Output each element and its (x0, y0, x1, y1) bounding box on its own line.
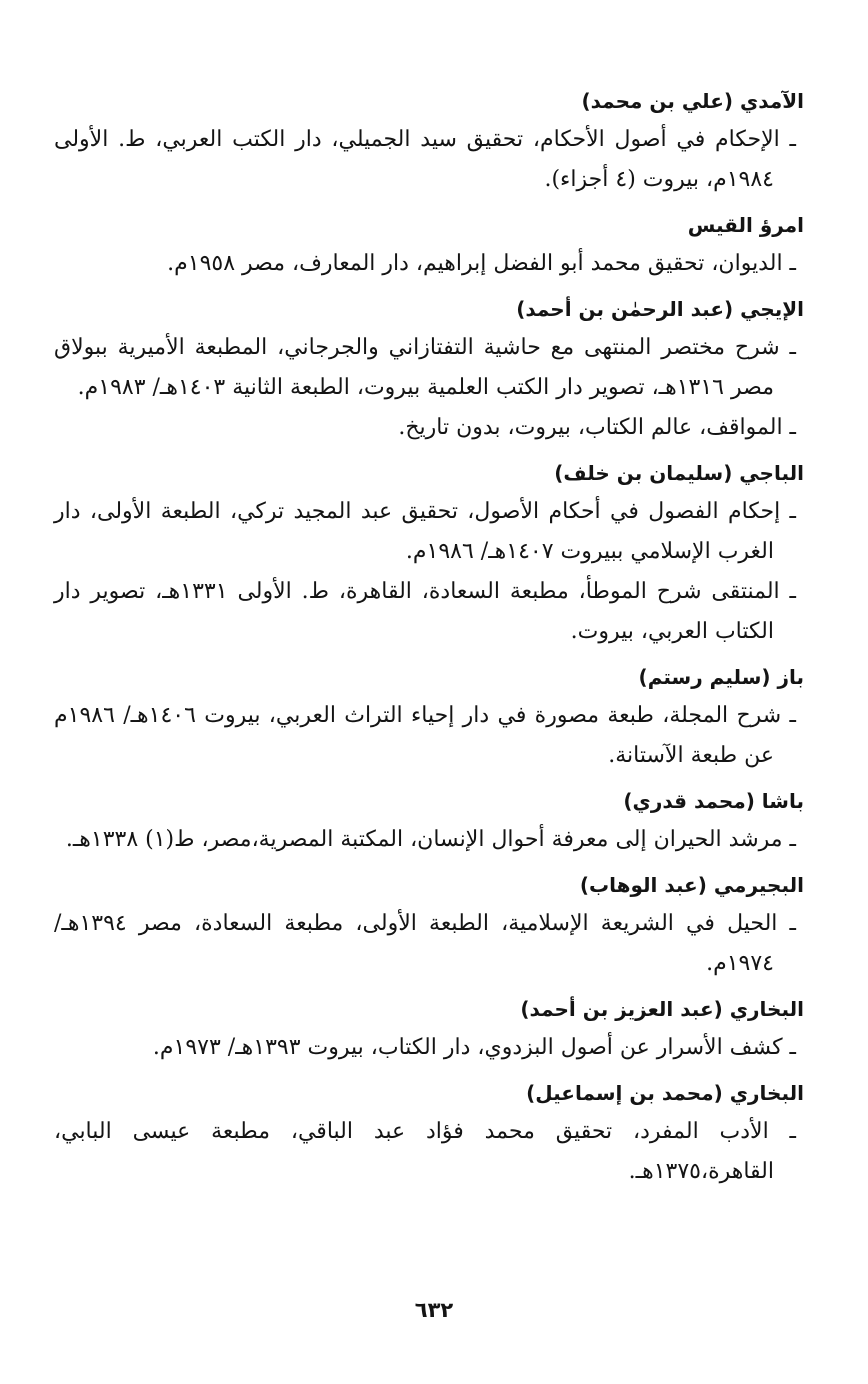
author-heading: البخاري (محمد بن إسماعيل) (526, 1081, 804, 1105)
author-heading: الباجي (سليمان بن خلف) (554, 461, 804, 485)
reference-entry: ـ الأدب المفرد، تحقيق محمد فؤاد عبد الباقي، مطبعة عيسى البابي، القاهرة،١٣٧٥هـ. (54, 1119, 796, 1184)
bibliography-page (54, 86, 804, 1192)
author-heading: امرؤ القيس (687, 213, 804, 237)
reference-entry: ـ إحكام الفصول في أحكام الأصول، تحقيق عبد المجيد تركي، الطبعة الأولى، دار الغرب الإسلامي ببيروت ١٤٠٧هـ/ ١٩٨٦م. (54, 499, 796, 564)
reference-entry: ـ المواقف، عالم الكتاب، بيروت، بدون تاريخ. (398, 415, 796, 440)
reference-entry: ـ شرح المجلة، طبعة مصورة في دار إحياء التراث العربي، بيروت ١٤٠٦هـ/ ١٩٨٦م عن طبعة الآستانة. (54, 703, 797, 768)
author-heading: باشا (محمد قدري) (623, 789, 804, 813)
author-heading: الإيجي (عبد الرحمٰن بن أحمد) (516, 297, 804, 321)
author-heading: البجيرمي (عبد الوهاب) (579, 873, 804, 897)
reference-entry: ـ المنتقى شرح الموطأ، مطبعة السعادة، القاهرة، ط. الأولى ١٣٣١هـ، تصوير دار الكتاب العربي، بيروت. (54, 579, 797, 644)
reference-entry: ـ شرح مختصر المنتهى مع حاشية التفتازاني والجرجاني، المطبعة الأميرية ببولاق مصر ١٣١٦هـ، تصوير دار الكتب العلمية بيروت، الطبعة الثانية ١٤٠٣هـ/ ١٩٨٣م. (54, 335, 796, 400)
reference-entry: ـ مرشد الحيران إلى معرفة أحوال الإنسان، المكتبة المصرية،مصر، ط(١) ١٣٣٨هـ. (65, 827, 796, 852)
author-heading: باز (سليم رستم) (638, 665, 804, 689)
author-heading: الآمدي (علي بن محمد) (581, 89, 804, 113)
reference-entry: ـ الإحكام في أصول الأحكام، تحقيق سيد الجميلي، دار الكتب العربي، ط. الأولى ١٩٨٤م، بيروت (٤ أجزاء). (54, 127, 796, 192)
reference-entry: ـ الديوان، تحقيق محمد أبو الفضل إبراهيم، دار المعارف، مصر ١٩٥٨م. (167, 251, 796, 276)
page-number: ٦٣٢ (414, 1298, 454, 1322)
author-heading: البخاري (عبد العزيز بن أحمد) (520, 997, 804, 1021)
reference-entry: ـ الحيل في الشريعة الإسلامية، الطبعة الأولى، مطبعة السعادة، مصر ١٣٩٤هـ/ ١٩٧٤م. (54, 911, 796, 976)
reference-entry: ـ كشف الأسرار عن أصول البزدوي، دار الكتاب، بيروت ١٣٩٣هـ/ ١٩٧٣م. (152, 1035, 796, 1060)
